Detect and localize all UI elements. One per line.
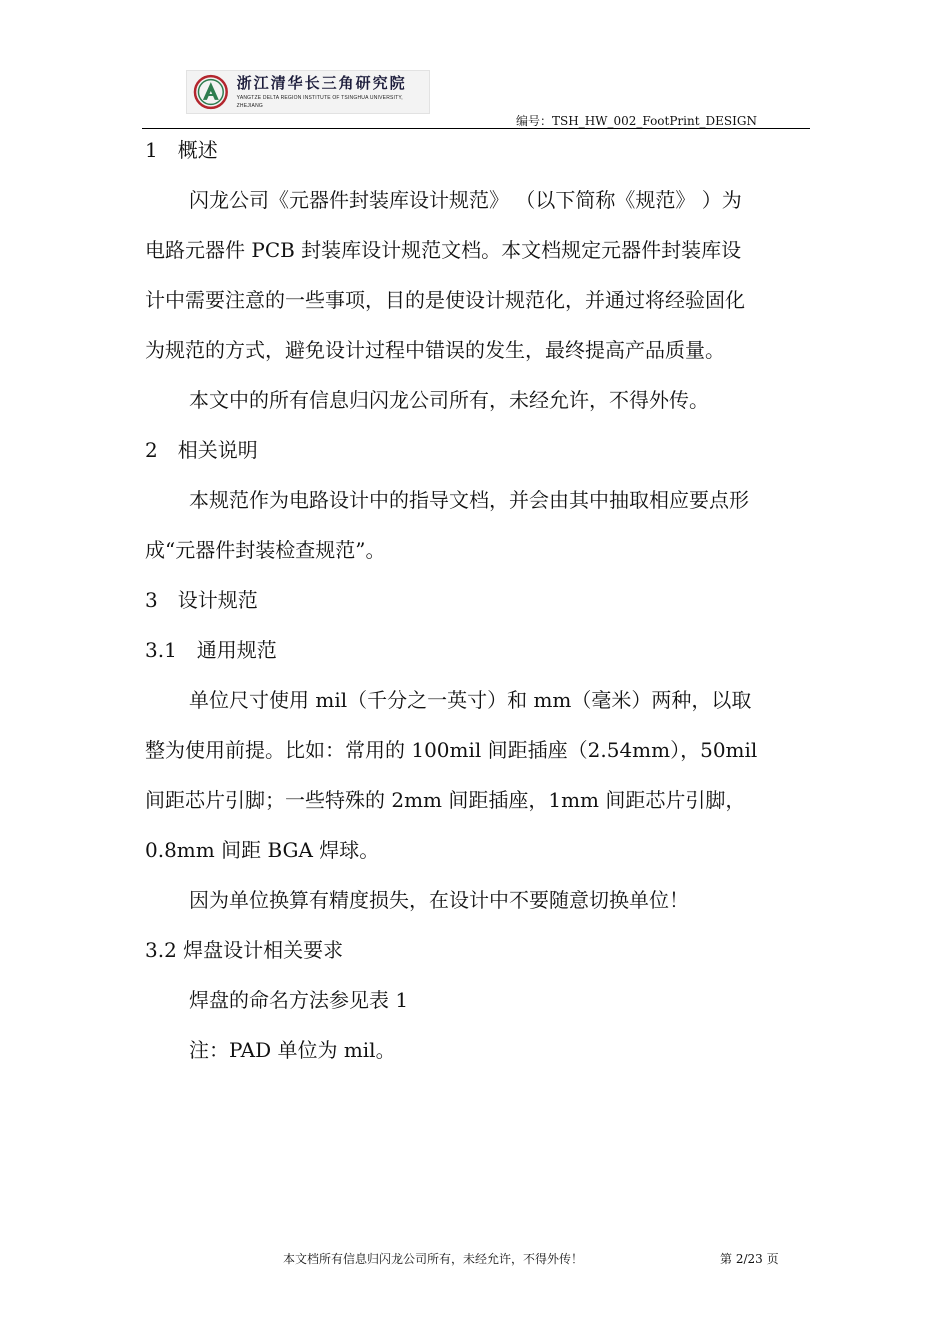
paragraph-line: 0.8mm 间距 BGA 焊球。 — [145, 838, 380, 862]
logo-name-cn: 浙江清华长三角研究院 — [236, 74, 407, 92]
section-2-heading: 2 相关说明 — [145, 438, 258, 462]
paragraph-line: 成“元器件封装检查规范”。 — [145, 538, 386, 562]
section-1-heading: 1 概述 — [145, 138, 218, 162]
logo-name-en: YANGTZE DELTA REGION INSTITUTE OF TSINGHUA UNIVERSITY, ZHEJIANG — [236, 95, 403, 109]
paragraph-line: 电路元器件 PCB 封装库设计规范文档。本文档规定元器件封装库设 — [145, 238, 742, 262]
paragraph-line: 整为使用前提。比如：常用的 100mil 间距插座（2.54mm），50mil — [145, 738, 758, 762]
section-3-heading: 3 设计规范 — [145, 588, 258, 612]
paragraph-line: 闪龙公司《元器件封装库设计规范》 （以下简称《规范》 ）为 — [189, 188, 742, 212]
footer-notice: 本文档所有信息归闪龙公司所有，未经允许，不得外传！ — [283, 1252, 584, 1266]
paragraph-line: 注：PAD 单位为 mil。 — [189, 1038, 396, 1062]
paragraph-line: 间距芯片引脚；一些特殊的 2mm 间距插座，1mm 间距芯片引脚， — [145, 788, 746, 812]
document-number: 编号：TSH_HW_002_FootPrint_DESIGN — [516, 114, 757, 128]
page-number: 第 2/23 页 — [720, 1252, 779, 1266]
paragraph-line: 因为单位换算有精度损失，在设计中不要随意切换单位！ — [189, 888, 689, 912]
paragraph-line: 本文中的所有信息归闪龙公司所有，未经允许，不得外传。 — [189, 388, 709, 412]
paragraph-line: 计中需要注意的一些事项，目的是使设计规范化，并通过将经验固化 — [145, 288, 745, 312]
paragraph-line: 焊盘的命名方法参见表 1 — [189, 988, 409, 1012]
section-3-2-heading: 3.2 焊盘设计相关要求 — [145, 938, 344, 962]
section-3-1-heading: 3.1 通用规范 — [145, 638, 277, 662]
paragraph-line: 为规范的方式，避免设计过程中错误的发生，最终提高产品质量。 — [145, 338, 725, 362]
paragraph-line: 本规范作为电路设计中的指导文档，并会由其中抽取相应要点形 — [189, 488, 749, 512]
institute-emblem-icon — [193, 74, 229, 110]
institute-logo — [186, 70, 430, 114]
header-divider — [142, 128, 810, 129]
paragraph-line: 单位尺寸使用 mil（千分之一英寸）和 mm（毫米）两种，以取 — [189, 688, 752, 712]
